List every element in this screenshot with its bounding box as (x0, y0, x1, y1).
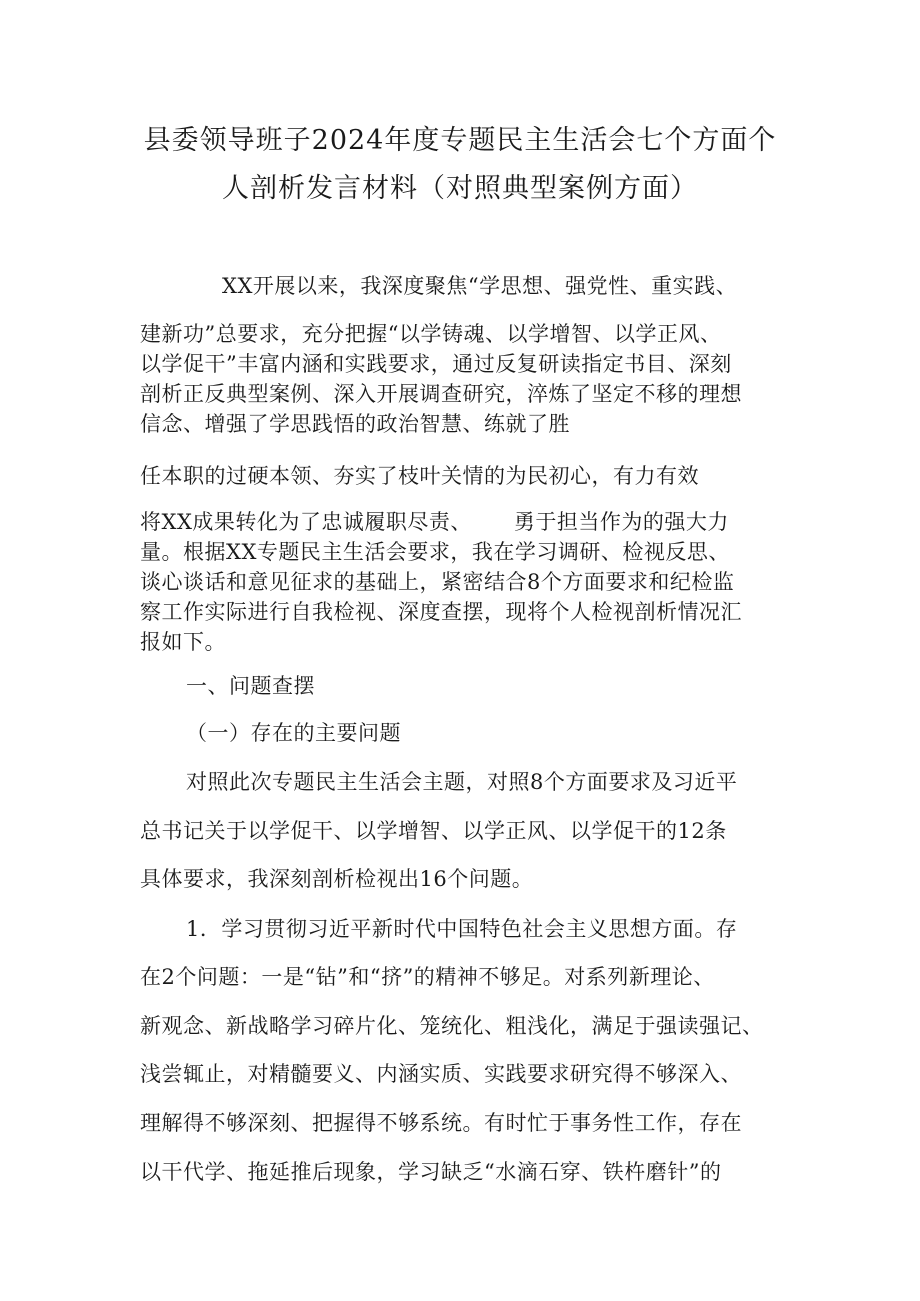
paragraph-line: 量。根据XX专题民主生活会要求，我在学习调研、检视反思、 (140, 540, 730, 564)
document-title-line-2: 人剖析发言材料（对照典型案例方面） (222, 173, 698, 204)
paragraph-line: 察工作实际进行自我检视、深度查摆，现将个人检视剖析情况汇 (140, 600, 742, 624)
paragraph-line: 谈心谈话和意见征求的基础上，紧密结合8个方面要求和纪检监 (140, 570, 735, 594)
paragraph-line: 理解得不够深刻、把握得不够系统。有时忙于事务性工作，存在 (140, 1111, 742, 1135)
subsection-heading: （一）存在的主要问题 (186, 721, 401, 745)
paragraph-line: 报如下。 (140, 630, 226, 654)
paragraph-line-segment: 勇于担当作为的强大力 (513, 510, 729, 534)
paragraph-line: 浅尝辄止，对精髓要义、内涵实质、实践要求研究得不够深入、 (140, 1062, 742, 1086)
paragraph-line: 以干代学、拖延推后现象，学习缺乏“水滴石穿、铁杵磨针”的 (140, 1160, 722, 1184)
section-heading: 一、问题查摆 (186, 674, 315, 698)
document-title-line-1: 县委领导班子2024年度专题民主生活会七个方面个 (143, 125, 777, 156)
paragraph-line: 总书记关于以学促干、以学增智、以学正风、以学促干的12条 (140, 819, 727, 843)
paragraph-line: 信念、增强了学思践悟的政治智慧、练就了胜 (140, 412, 570, 436)
paragraph-line: 剖析正反典型案例、深入开展调查研究，淬炼了坚定不移的理想 (140, 382, 742, 406)
paragraph-line: 对照此次专题民主生活会主题，对照8个方面要求及习近平 (186, 770, 738, 794)
paragraph-line: 1．学习贯彻习近平新时代中国特色社会主义思想方面。存 (186, 917, 738, 941)
paragraph-line: 以学促干”丰富内涵和实践要求，通过反复研读指定书目、深刻 (140, 352, 732, 376)
paragraph-line: 在2个问题：一是“钻”和“挤”的精神不够足。对系列新理论、 (140, 965, 715, 989)
paragraph-line (140, 506, 729, 536)
paragraph-line: 建新功”总要求，充分把握“以学铸魂、以学增智、以学正风、 (140, 322, 722, 346)
paragraph-line: XX开展以来，我深度聚焦“学思想、强党性、重实践、 (222, 274, 738, 298)
paragraph-line: 具体要求，我深刻剖析检视出16个问题。 (140, 867, 534, 891)
paragraph-line: 新观念、新战略学习碎片化、笼统化、粗浅化，满足于强读强记、 (140, 1014, 764, 1038)
paragraph-line-segment: 将XX成果转化为了忠诚履职尽责、 (140, 510, 472, 534)
paragraph-line: 任本职的过硬本领、夯实了枝叶关情的为民初心，有力有效 (140, 464, 699, 488)
